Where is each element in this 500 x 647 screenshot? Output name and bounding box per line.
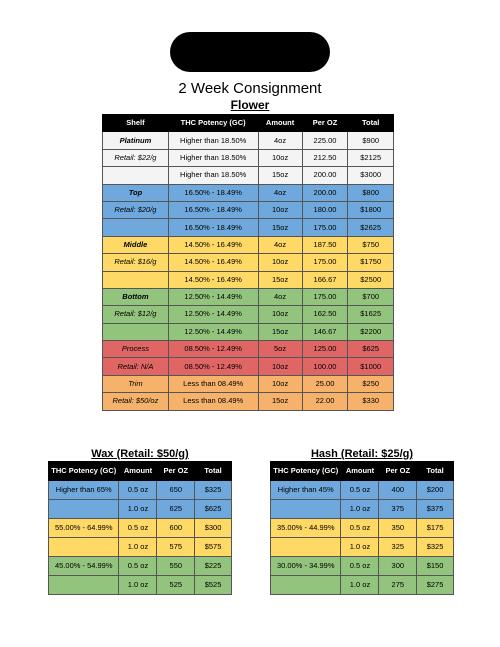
table-cell-thc: 14.50% - 16.49%	[168, 236, 258, 253]
table-cell-per-oz: 25.00	[302, 375, 348, 392]
table-row	[103, 219, 394, 236]
table-cell-total: $250	[348, 375, 394, 392]
table-cell-thc: Higher than 45%	[271, 481, 341, 500]
column-header: Amount	[258, 115, 302, 132]
table-cell-shelf: Bottom	[103, 288, 169, 305]
section-title-wax: Wax (Retail: $50/g)	[91, 448, 189, 460]
table-cell-per-oz: 200.00	[302, 167, 348, 184]
table-cell-amount: 1.0 oz	[341, 576, 379, 595]
table-cell-shelf: Retail: $12/g	[103, 306, 169, 323]
column-header: THC Potency (GC)	[271, 462, 341, 481]
table-cell-shelf	[103, 271, 169, 288]
table-cell-thc	[49, 538, 119, 557]
column-header: Per OZ	[302, 115, 348, 132]
section-title-hash: Hash (Retail: $25/g)	[310, 448, 414, 460]
table-cell-total: $325	[417, 538, 454, 557]
table-cell-amount: 10oz	[258, 358, 302, 375]
table-cell-total: $200	[417, 481, 454, 500]
table-cell-thc: 08.50% - 12.49%	[168, 341, 258, 358]
table-row	[271, 538, 454, 557]
table-cell-amount: 15oz	[258, 167, 302, 184]
table-cell-per-oz: 22.00	[302, 393, 348, 410]
table-cell-total: $225	[195, 557, 232, 576]
table-cell-per-oz: 525	[157, 576, 195, 595]
table-cell-amount: 4oz	[258, 132, 302, 149]
table-row	[49, 481, 232, 500]
table-cell-amount: 15oz	[258, 271, 302, 288]
column-header: Amount	[119, 462, 157, 481]
table-cell-thc: 12.50% - 14.49%	[168, 323, 258, 340]
table-cell-thc: 14.50% - 16.49%	[168, 271, 258, 288]
table-cell-thc: 12.50% - 14.49%	[168, 288, 258, 305]
table-cell-per-oz: 187.50	[302, 236, 348, 253]
table-cell-per-oz: 180.00	[302, 201, 348, 218]
table-cell-thc: 16.50% - 18.49%	[168, 184, 258, 201]
table-cell-per-oz: 175.00	[302, 254, 348, 271]
table-header-row	[49, 462, 232, 481]
table-cell-thc: Higher than 18.50%	[168, 149, 258, 166]
column-header: Total	[417, 462, 454, 481]
table-cell-amount: 1.0 oz	[119, 576, 157, 595]
table-row	[103, 306, 394, 323]
table-row	[103, 132, 394, 149]
table-cell-per-oz: 225.00	[302, 132, 348, 149]
table-cell-thc: Higher than 65%	[49, 481, 119, 500]
table-cell-amount: 0.5 oz	[341, 481, 379, 500]
table-cell-amount: 0.5 oz	[119, 519, 157, 538]
table-cell-shelf: Trim	[103, 375, 169, 392]
flower-table	[102, 114, 394, 411]
table-cell-amount: 10oz	[258, 201, 302, 218]
table-cell-per-oz: 200.00	[302, 184, 348, 201]
table-cell-amount: 0.5 oz	[119, 557, 157, 576]
table-row	[49, 557, 232, 576]
table-cell-total: $2625	[348, 219, 394, 236]
table-cell-total: $525	[195, 576, 232, 595]
table-cell-per-oz: 300	[379, 557, 417, 576]
table-cell-per-oz: 375	[379, 500, 417, 519]
table-cell-shelf: Retail: $50/oz	[103, 393, 169, 410]
table-row	[49, 519, 232, 538]
table-row	[49, 538, 232, 557]
table-cell-shelf: Retail: N/A	[103, 358, 169, 375]
table-cell-per-oz: 125.00	[302, 341, 348, 358]
redacted-logo	[170, 32, 330, 72]
table-cell-per-oz: 212.50	[302, 149, 348, 166]
table-cell-total: $275	[417, 576, 454, 595]
table-cell-thc: 35.00% - 44.99%	[271, 519, 341, 538]
table-cell-per-oz: 175.00	[302, 288, 348, 305]
table-cell-thc: Less than 08.49%	[168, 393, 258, 410]
table-cell-shelf: Retail: $16/g	[103, 254, 169, 271]
table-cell-total: $175	[417, 519, 454, 538]
table-row	[271, 576, 454, 595]
table-cell-amount: 4oz	[258, 184, 302, 201]
table-cell-total: $330	[348, 393, 394, 410]
table-cell-shelf: Middle	[103, 236, 169, 253]
table-cell-per-oz: 575	[157, 538, 195, 557]
table-cell-total: $3000	[348, 167, 394, 184]
table-row	[103, 254, 394, 271]
column-header: Total	[195, 462, 232, 481]
table-cell-per-oz: 275	[379, 576, 417, 595]
column-header: Shelf	[103, 115, 169, 132]
table-cell-per-oz: 166.67	[302, 271, 348, 288]
table-cell-total: $575	[195, 538, 232, 557]
table-cell-per-oz: 625	[157, 500, 195, 519]
table-row	[271, 481, 454, 500]
table-cell-amount: 5oz	[258, 341, 302, 358]
table-row	[103, 184, 394, 201]
table-row	[103, 271, 394, 288]
table-cell-amount: 4oz	[258, 288, 302, 305]
table-cell-thc: 16.50% - 18.49%	[168, 201, 258, 218]
table-header-row	[271, 462, 454, 481]
table-row	[271, 557, 454, 576]
table-cell-amount: 4oz	[258, 236, 302, 253]
table-cell-total: $625	[348, 341, 394, 358]
table-cell-per-oz: 162.50	[302, 306, 348, 323]
table-cell-thc: Higher than 18.50%	[168, 132, 258, 149]
table-cell-shelf	[103, 323, 169, 340]
table-row	[271, 500, 454, 519]
column-header: THC Potency (GC)	[168, 115, 258, 132]
table-cell-amount: 1.0 oz	[119, 500, 157, 519]
table-cell-thc: 16.50% - 18.49%	[168, 219, 258, 236]
table-cell-total: $800	[348, 184, 394, 201]
table-cell-total: $750	[348, 236, 394, 253]
table-cell-total: $1000	[348, 358, 394, 375]
table-row	[103, 341, 394, 358]
table-row	[103, 375, 394, 392]
table-cell-total: $150	[417, 557, 454, 576]
table-row	[103, 201, 394, 218]
section-title-flower: Flower	[230, 98, 270, 112]
table-cell-thc: 14.50% - 16.49%	[168, 254, 258, 271]
page-title: 2 Week Consignment	[178, 80, 322, 97]
table-cell-amount: 0.5 oz	[119, 481, 157, 500]
table-cell-amount: 10oz	[258, 375, 302, 392]
table-cell-total: $700	[348, 288, 394, 305]
table-cell-amount: 0.5 oz	[341, 519, 379, 538]
table-cell-thc	[49, 500, 119, 519]
column-header: Total	[348, 115, 394, 132]
table-cell-total: $2500	[348, 271, 394, 288]
table-cell-shelf: Retail: $22/g	[103, 149, 169, 166]
table-cell-total: $2200	[348, 323, 394, 340]
table-cell-total: $325	[195, 481, 232, 500]
table-row	[103, 167, 394, 184]
table-cell-shelf: Retail: $20/g	[103, 201, 169, 218]
table-cell-amount: 15oz	[258, 219, 302, 236]
table-cell-thc: 30.00% - 34.99%	[271, 557, 341, 576]
table-row	[271, 519, 454, 538]
table-header-row	[103, 115, 394, 132]
column-header: Per OZ	[379, 462, 417, 481]
table-cell-thc: 45.00% - 54.99%	[49, 557, 119, 576]
table-row	[103, 149, 394, 166]
table-cell-amount: 1.0 oz	[119, 538, 157, 557]
table-row	[103, 358, 394, 375]
column-header: THC Potency (GC)	[49, 462, 119, 481]
table-cell-shelf	[103, 219, 169, 236]
table-cell-amount: 10oz	[258, 306, 302, 323]
table-cell-total: $1800	[348, 201, 394, 218]
table-cell-amount: 0.5 oz	[341, 557, 379, 576]
table-cell-total: $625	[195, 500, 232, 519]
table-cell-total: $900	[348, 132, 394, 149]
table-cell-per-oz: 175.00	[302, 219, 348, 236]
table-cell-total: $375	[417, 500, 454, 519]
table-row	[103, 323, 394, 340]
table-cell-amount: 1.0 oz	[341, 500, 379, 519]
table-cell-per-oz: 146.67	[302, 323, 348, 340]
table-row	[103, 393, 394, 410]
table-cell-total: $300	[195, 519, 232, 538]
table-cell-thc	[49, 576, 119, 595]
table-cell-total: $2125	[348, 149, 394, 166]
table-cell-thc	[271, 500, 341, 519]
table-cell-per-oz: 325	[379, 538, 417, 557]
table-cell-thc: Higher than 18.50%	[168, 167, 258, 184]
table-cell-shelf: Platinum	[103, 132, 169, 149]
table-cell-amount: 10oz	[258, 149, 302, 166]
table-cell-thc: 08.50% - 12.49%	[168, 358, 258, 375]
table-cell-shelf: Process	[103, 341, 169, 358]
table-cell-amount: 15oz	[258, 323, 302, 340]
table-cell-total: $1625	[348, 306, 394, 323]
table-row	[49, 576, 232, 595]
table-cell-thc: 12.50% - 14.49%	[168, 306, 258, 323]
table-cell-amount: 1.0 oz	[341, 538, 379, 557]
table-row	[103, 236, 394, 253]
table-cell-per-oz: 100.00	[302, 358, 348, 375]
table-cell-amount: 10oz	[258, 254, 302, 271]
hash-table	[270, 461, 454, 595]
table-cell-shelf	[103, 167, 169, 184]
table-cell-per-oz: 600	[157, 519, 195, 538]
column-header: Per OZ	[157, 462, 195, 481]
table-cell-shelf: Top	[103, 184, 169, 201]
table-cell-thc: 55.00% - 64.99%	[49, 519, 119, 538]
table-cell-total: $1750	[348, 254, 394, 271]
table-cell-thc: Less than 08.49%	[168, 375, 258, 392]
table-cell-amount: 15oz	[258, 393, 302, 410]
column-header: Amount	[341, 462, 379, 481]
wax-table	[48, 461, 232, 595]
table-cell-per-oz: 400	[379, 481, 417, 500]
table-row	[103, 288, 394, 305]
table-cell-thc	[271, 576, 341, 595]
table-cell-per-oz: 550	[157, 557, 195, 576]
table-cell-per-oz: 350	[379, 519, 417, 538]
table-cell-thc	[271, 538, 341, 557]
table-row	[49, 500, 232, 519]
table-cell-per-oz: 650	[157, 481, 195, 500]
